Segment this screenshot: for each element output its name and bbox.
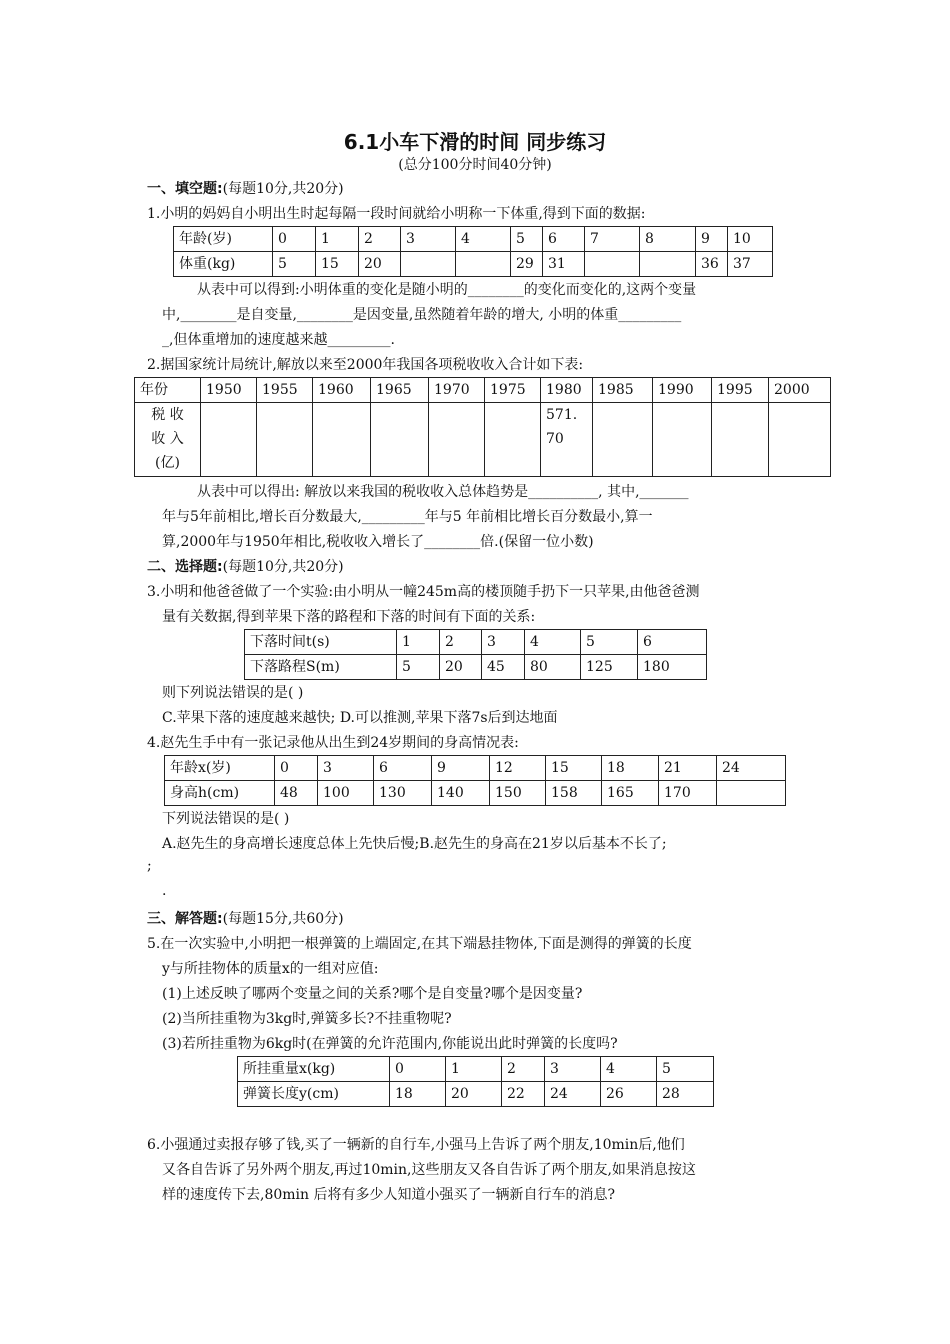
table-cell: [717, 781, 786, 806]
table-cell: 1980: [541, 378, 593, 403]
table-cell: 下落路程S(m): [245, 655, 397, 680]
q2-line-3: 算,2000年与1950年相比,税收收入增长了________倍.(保留一位小数): [162, 534, 594, 550]
q5-stem-1: 5.在一次实验中,小明把一根弹簧的上端固定,在其下端悬挂物体,下面是测得的弹簧的长度: [147, 936, 692, 952]
table-cell: [371, 403, 429, 477]
q5-sub-3: (3)若所挂重物为6kg时(在弹簧的允许范围内,你能说出此时弹簧的长度吗?: [162, 1036, 618, 1052]
table-cell: 2: [440, 630, 482, 655]
table-cell: 年龄x(岁): [165, 756, 275, 781]
q3-question: 则下列说法错误的是( ): [162, 685, 304, 701]
q3-row-distance: [245, 655, 707, 680]
table-cell: 3: [401, 227, 456, 252]
table-cell: 125: [581, 655, 638, 680]
table-cell: 8: [640, 227, 696, 252]
table-cell: 1965: [371, 378, 429, 403]
table-cell: 37: [728, 252, 773, 277]
table-cell: 所挂重量x(kg): [238, 1057, 390, 1082]
page-subtitle: (总分100分时间40分钟): [398, 157, 552, 173]
table-cell: [585, 252, 640, 277]
table-cell: 170: [659, 781, 717, 806]
table-cell: 1: [397, 630, 440, 655]
table-cell: 22: [502, 1082, 545, 1107]
table-cell: 1990: [653, 378, 712, 403]
q2-row-year: [135, 378, 831, 403]
table-cell: 140: [432, 781, 490, 806]
table-cell: 100: [318, 781, 374, 806]
table-cell: [456, 252, 511, 277]
q3-options: C.苹果下落的速度越来越快; D.可以推测,苹果下落7s后到达地面: [162, 710, 558, 726]
q2-table: [134, 377, 831, 477]
table-cell: 18: [390, 1082, 446, 1107]
q4-row-age: [165, 756, 786, 781]
table-cell: 15: [316, 252, 359, 277]
section-3-heading: 三、解答题:(每题15分,共60分): [147, 911, 344, 927]
table-cell: 80: [525, 655, 581, 680]
table-cell: 1975: [485, 378, 541, 403]
table-cell: 20: [440, 655, 482, 680]
table-cell: 12: [490, 756, 546, 781]
table-cell: 6: [638, 630, 707, 655]
q5-sub-1: (1)上述反映了哪两个变量之间的关系?哪个是自变量?哪个是因变量?: [162, 986, 583, 1002]
table-cell: 2000: [769, 378, 831, 403]
table-cell: 571. 70: [541, 403, 593, 477]
table-cell: 0: [275, 756, 318, 781]
table-cell: 180: [638, 655, 707, 680]
table-cell: 29: [511, 252, 543, 277]
table-cell: 28: [657, 1082, 714, 1107]
table-cell: [485, 403, 541, 477]
q2-line-1: 从表中可以得出: 解放以来我国的税收收入总体趋势是__________, 其中,_______: [197, 484, 689, 500]
table-cell: 6: [543, 227, 585, 252]
table-cell: 2: [502, 1057, 545, 1082]
table-cell: 5: [581, 630, 638, 655]
table-cell: 弹簧长度y(cm): [238, 1082, 390, 1107]
q6-line-2: 又各自告诉了另外两个朋友,再过10min,这些朋友又各自告诉了两个朋友,如果消息按这: [162, 1162, 696, 1178]
q4-options: A.赵先生的身高增长速度总体上先快后慢;B.赵先生的身高在21岁以后基本不长了;: [162, 836, 667, 852]
q1-line-3: _,但体重增加的速度越来越_________.: [162, 332, 395, 348]
table-cell: 6: [374, 756, 432, 781]
table-cell: 20: [446, 1082, 502, 1107]
q2-line-2: 年与5年前相比,增长百分数最大,_________年与5 年前相比增长百分数最小,算一: [162, 509, 653, 525]
stray-mark: ;: [147, 858, 152, 874]
table-cell: 5: [511, 227, 543, 252]
table-cell: 税 收 收 入 (亿): [135, 403, 201, 477]
table-cell: 45: [482, 655, 525, 680]
table-cell: 下落时间t(s): [245, 630, 397, 655]
table-cell: 体重(kg): [174, 252, 273, 277]
q3-stem-2: 量有关数据,得到苹果下落的路程和下落的时间有下面的关系:: [162, 609, 536, 625]
q4-row-height: [165, 781, 786, 806]
q3-stem-1: 3.小明和他爸爸做了一个实验:由小明从一幢245m高的楼顶随手扔下一只苹果,由他爸爸测: [147, 584, 700, 600]
table-cell: [769, 403, 831, 477]
table-cell: 48: [275, 781, 318, 806]
q5-row-mass: [238, 1057, 714, 1082]
table-cell: 10: [728, 227, 773, 252]
table-cell: 1: [446, 1057, 502, 1082]
table-cell: [313, 403, 371, 477]
table-cell: 5: [397, 655, 440, 680]
table-cell: 4: [456, 227, 511, 252]
table-cell: 21: [659, 756, 717, 781]
table-cell: 36: [696, 252, 728, 277]
table-cell: 1985: [593, 378, 653, 403]
table-cell: 130: [374, 781, 432, 806]
table-cell: 年龄(岁): [174, 227, 273, 252]
table-cell: 24: [545, 1082, 601, 1107]
table-cell: 3: [545, 1057, 601, 1082]
table-cell: [593, 403, 653, 477]
section-1-heading: 一、填空题:(每题10分,共20分): [147, 181, 344, 197]
q5-table: [237, 1056, 714, 1107]
table-cell: 15: [546, 756, 602, 781]
table-cell: 26: [601, 1082, 657, 1107]
stray-mark: .: [162, 883, 167, 899]
q5-stem-2: y与所挂物体的质量x的一组对应值:: [162, 961, 379, 977]
table-cell: 9: [696, 227, 728, 252]
table-cell: 0: [390, 1057, 446, 1082]
q1-stem: 1.小明的妈妈自小明出生时起每隔一段时间就给小明称一下体重,得到下面的数据:: [147, 206, 646, 222]
table-cell: [401, 252, 456, 277]
q5-row-length: [238, 1082, 714, 1107]
table-cell: [429, 403, 485, 477]
q3-row-time: [245, 630, 707, 655]
table-cell: 150: [490, 781, 546, 806]
q2-stem: 2.据国家统计局统计,解放以来至2000年我国各项税收收入合计如下表:: [147, 357, 584, 373]
table-cell: [653, 403, 712, 477]
table-cell: 20: [359, 252, 401, 277]
page-title: 6.1小车下滑的时间 同步练习: [343, 130, 607, 154]
table-cell: 165: [602, 781, 659, 806]
q5-sub-2: (2)当所挂重物为3kg时,弹簧多长?不挂重物呢?: [162, 1011, 452, 1027]
table-cell: 身高h(cm): [165, 781, 275, 806]
table-cell: 1955: [257, 378, 313, 403]
q1-line-2: 中,________是自变量,________是因变量,虽然随着年龄的增大, 小明的体重_________: [162, 307, 682, 323]
table-cell: 5: [657, 1057, 714, 1082]
q1-row-age: [174, 227, 773, 252]
table-cell: 3: [318, 756, 374, 781]
table-cell: [257, 403, 313, 477]
table-cell: 1950: [201, 378, 257, 403]
table-cell: 7: [585, 227, 640, 252]
q4-stem: 4.赵先生手中有一张记录他从出生到24岁期间的身高情况表:: [147, 735, 519, 751]
table-cell: [201, 403, 257, 477]
table-cell: 1995: [712, 378, 769, 403]
table-cell: 1: [316, 227, 359, 252]
table-cell: 0: [273, 227, 316, 252]
q2-row-tax: [135, 403, 831, 477]
q3-table: [244, 629, 707, 680]
table-cell: 3: [482, 630, 525, 655]
table-cell: 年份: [135, 378, 201, 403]
table-cell: 5: [273, 252, 316, 277]
table-cell: 24: [717, 756, 786, 781]
q1-line-1: 从表中可以得到:小明体重的变化是随小明的________的变化而变化的,这两个变量: [197, 282, 697, 298]
table-cell: [640, 252, 696, 277]
q4-table: [164, 755, 786, 806]
section-2-heading: 二、选择题:(每题10分,共20分): [147, 559, 344, 575]
q1-row-weight: [174, 252, 773, 277]
table-cell: 4: [525, 630, 581, 655]
q1-table: [173, 226, 773, 277]
q6-line-3: 样的速度传下去,80min 后将有多少人知道小强买了一辆新自行车的消息?: [162, 1187, 615, 1203]
table-cell: 1960: [313, 378, 371, 403]
table-cell: 9: [432, 756, 490, 781]
table-cell: 31: [543, 252, 585, 277]
q6-line-1: 6.小强通过卖报存够了钱,买了一辆新的自行车,小强马上告诉了两个朋友,10min后,他们: [147, 1137, 685, 1153]
table-cell: 4: [601, 1057, 657, 1082]
table-cell: [712, 403, 769, 477]
table-cell: 18: [602, 756, 659, 781]
table-cell: 1970: [429, 378, 485, 403]
table-cell: 158: [546, 781, 602, 806]
q4-question: 下列说法错误的是( ): [162, 811, 290, 827]
table-cell: 2: [359, 227, 401, 252]
